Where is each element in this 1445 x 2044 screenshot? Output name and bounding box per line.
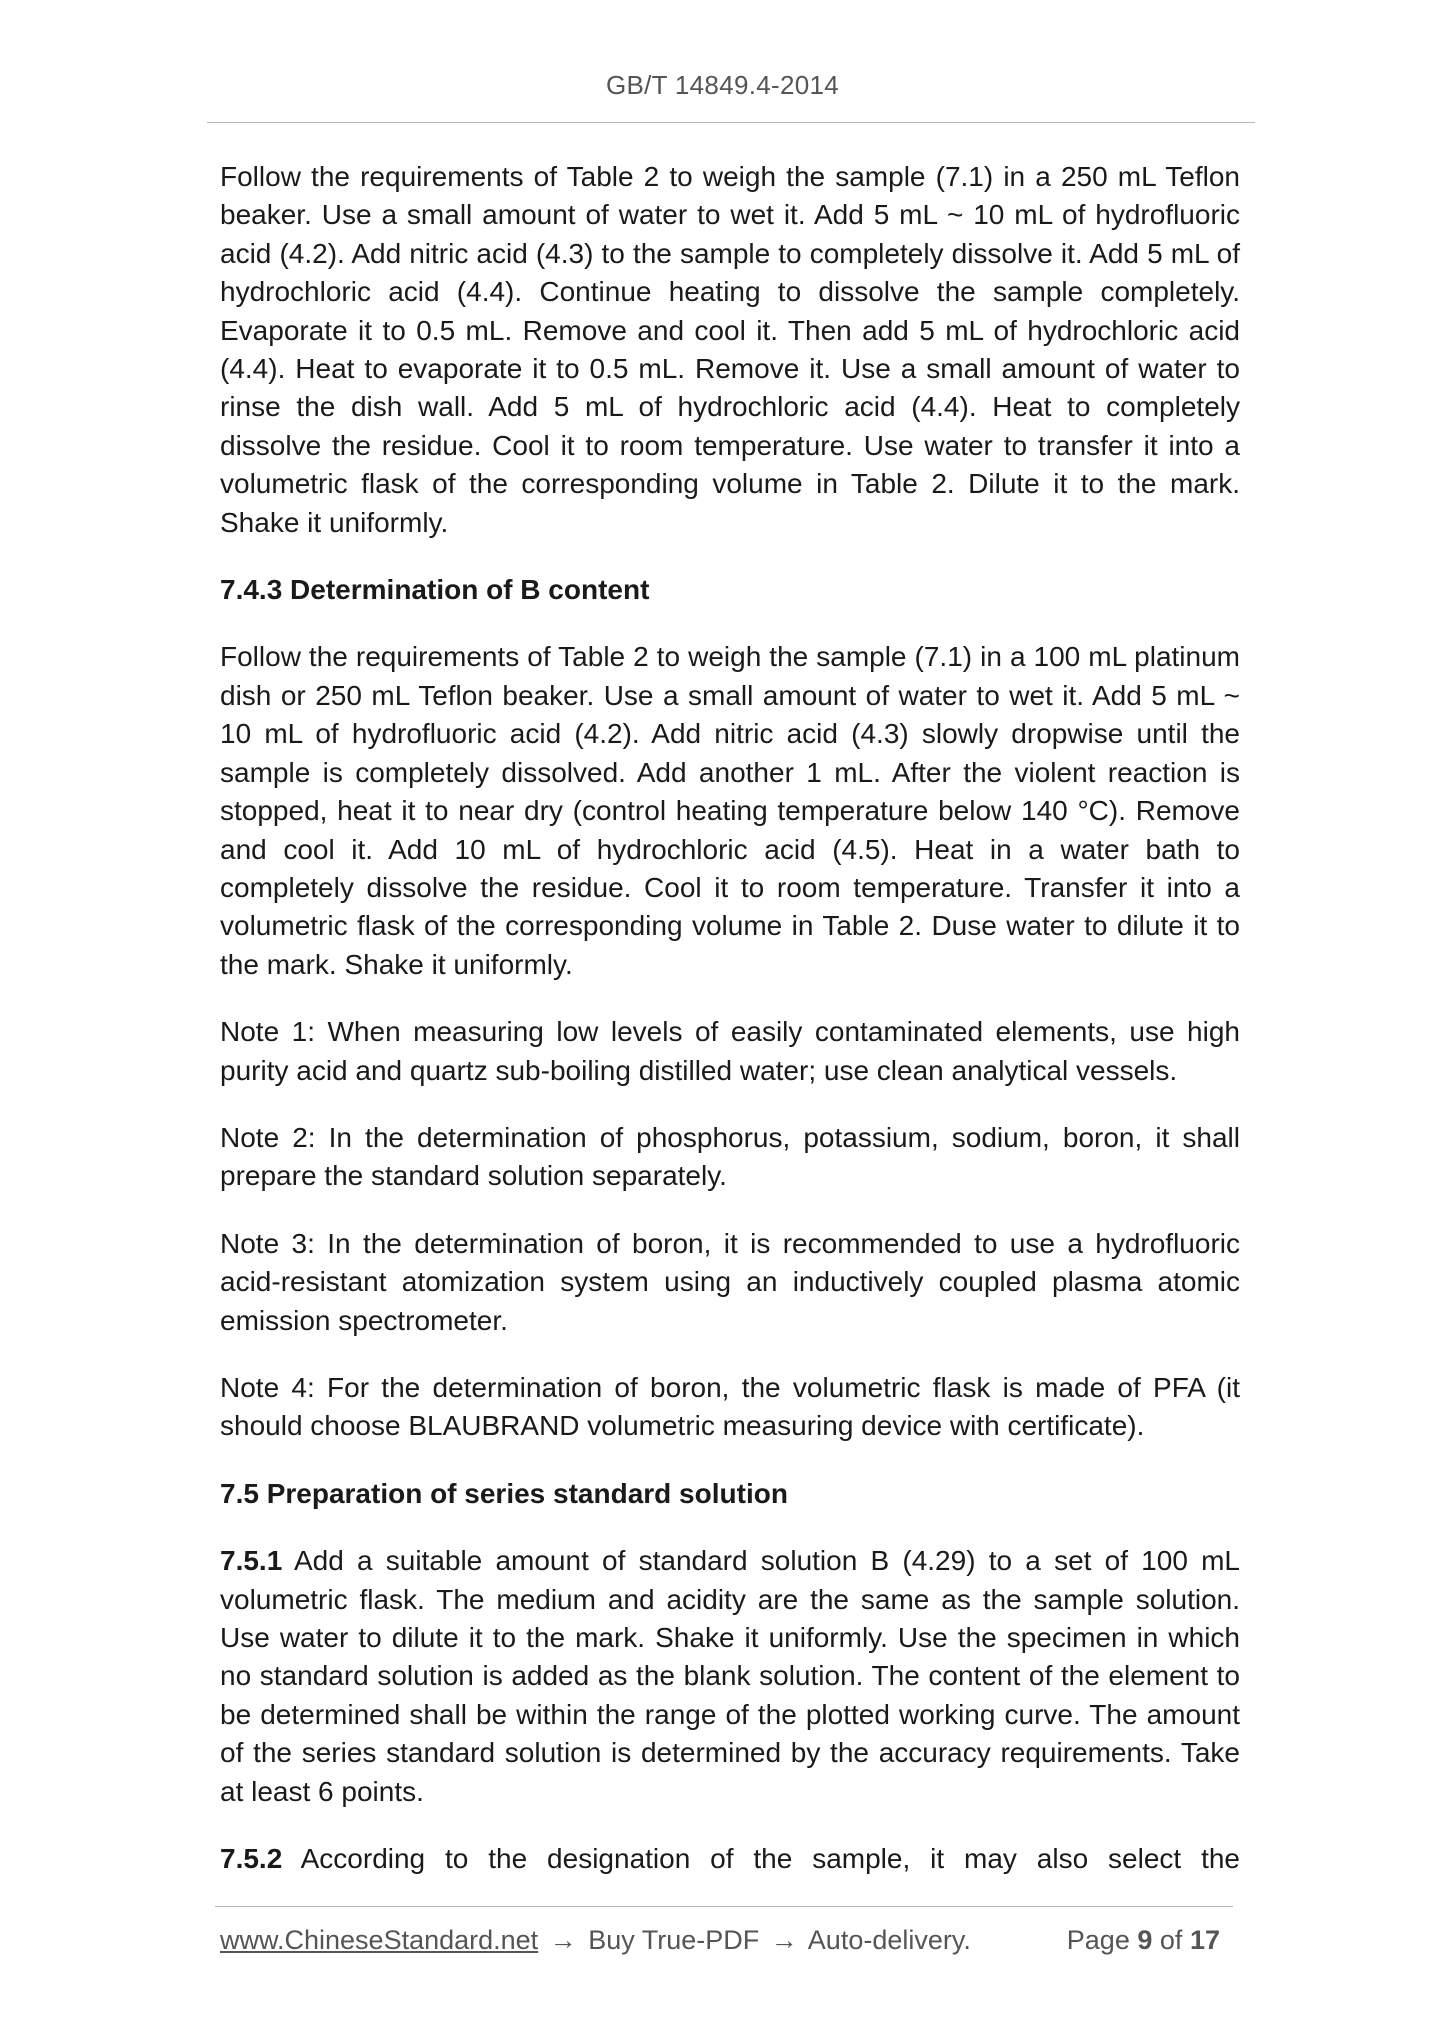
header-divider [207, 122, 1255, 123]
footer-buy-text: Buy True-PDF [588, 1925, 760, 1955]
clause-number-7-5-2: 7.5.2 [220, 1843, 283, 1875]
of-label: of [1159, 1925, 1183, 1955]
note-2: Note 2: In the determination of phosphorus, potassium, sodium, boron, it shall prepare the standard solution separately. [220, 1121, 1240, 1192]
page-label: Page [1066, 1925, 1130, 1955]
clause-number-7-5-1: 7.5.1 [220, 1545, 283, 1577]
clause-text-7-5-1: Add a suitable amount of standard solution B (4.29) to a set of 100 mL volumetric flask. The medium and acidity are the same as the sample solution. Use water to dilute it to the mark. Shake it uniformly. Use the specimen in which no standard solution is added as the blank solution. The content of the element to be determined shall be within the range of the plotted working curve. The amount of the series standard solution is determined by the accuracy requirements. Take at least 6 points. [220, 1545, 1240, 1807]
note-4: Note 4: For the determination of boron, the volumetric flask is made of PFA (it should choose BLAUBRAND volumetric measuring device with certificate). [220, 1371, 1240, 1442]
total-pages-number: 17 [1189, 1925, 1220, 1955]
page-header-title: GB/T 14849.4-2014 [605, 70, 839, 100]
page-footer [220, 1923, 1230, 1957]
paragraph-7-5-2 [220, 1840, 1240, 1878]
current-page-number: 9 [1137, 1925, 1153, 1955]
document-body [220, 158, 1240, 1907]
paragraph-b-content: Follow the requirements of Table 2 to weigh the sample (7.1) in a 100 mL platinum dish or 250 mL Teflon beaker. Use a small amount of water to wet it. Add 5 mL ~ 10 mL of hydrofluoric acid (4.2). Add nitric acid (4.3) slowly dropwise until the sample is completely dissolved. Add another 1 mL. After the violent reaction is stopped, heat it to near dry (control heating temperature below 140 °C). Remove and cool it. Add 10 mL of hydrochloric acid (4.5). Heat in a water bath to completely dissolve the residue. Cool it to room temperature. Transfer it into a volumetric flask of the corresponding volume in Table 2. Duse water to dilute it to the mark. Shake it uniformly. [220, 641, 1240, 980]
section-heading-7-5: 7.5 Preparation of series standard solution [220, 1477, 788, 1509]
arrow-right-icon: → [549, 1925, 577, 1955]
note-3: Note 3: In the determination of boron, it is recommended to use a hydrofluoric acid-resistant atomization system using an inductively coupled plasma atomic emission spectrometer. [220, 1227, 1240, 1336]
clause-text-7-5-2: According to the designation of the sample, it may also select the [282, 1843, 1240, 1875]
paragraph-sample-dissolution: Follow the requirements of Table 2 to weigh the sample (7.1) in a 250 mL Teflon beaker. Use a small amount of water to wet it. Add 5 mL ~ 10 mL of hydrofluoric acid (4.2). Add nitric acid (4.3) to the sample to completely dissolve it. Add 5 mL of hydrochloric acid (4.4). Continue heating to dissolve the sample completely. Evaporate it to 0.5 mL. Remove and cool it. Then add 5 mL of hydrochloric acid (4.4). Heat to evaporate it to 0.5 mL. Remove it. Use a small amount of water to rinse the dish wall. Add 5 mL of hydrochloric acid (4.4). Heat to completely dissolve the residue. Cool it to room temperature. Use water to transfer it into a volumetric flask of the corresponding volume in Table 2. Dilute it to the mark. Shake it uniformly. [220, 161, 1240, 538]
footer-website-link[interactable]: www.ChineseStandard.net [220, 1925, 539, 1955]
page-indicator [1067, 1923, 1220, 1957]
arrow-right-icon: → [770, 1925, 798, 1955]
section-heading-7-4-3: 7.4.3 Determination of B content [220, 574, 650, 606]
note-1: Note 1: When measuring low levels of easily contaminated elements, use high purity acid and quartz sub-boiling distilled water; use clean analytical vessels. [220, 1016, 1240, 1086]
paragraph-7-5-1 [220, 1542, 1240, 1811]
footer-divider [215, 1906, 1233, 1907]
footer-delivery-text: Auto-delivery. [807, 1925, 971, 1955]
